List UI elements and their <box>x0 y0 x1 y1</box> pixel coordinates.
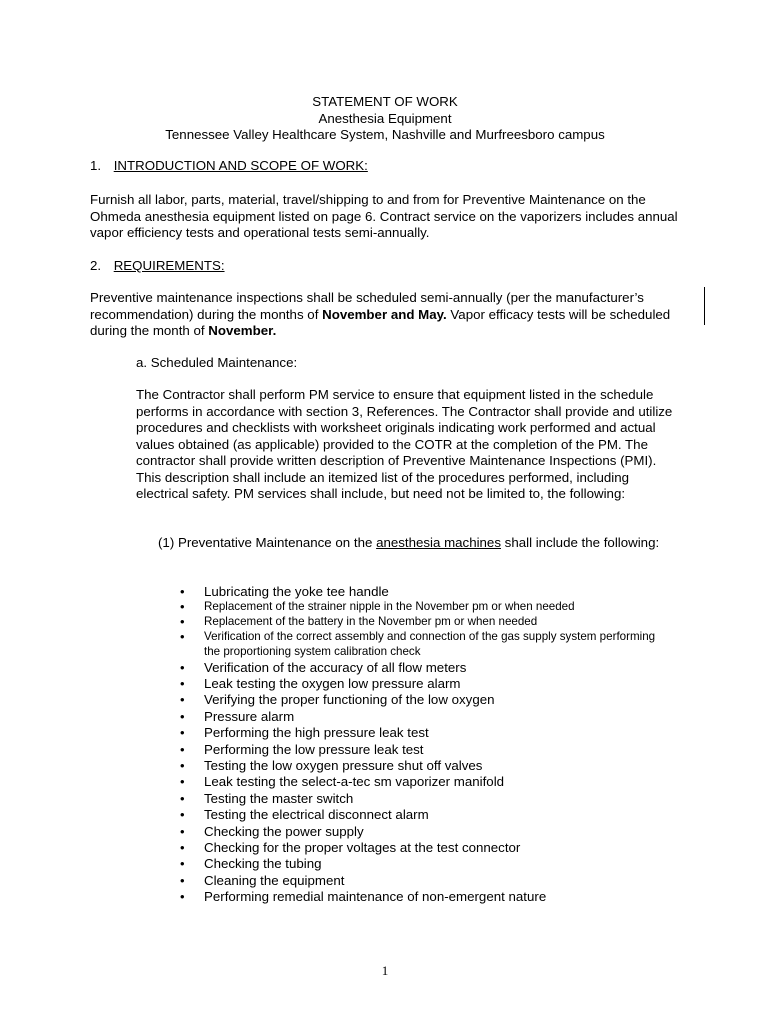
section-2-vapor-month: November. <box>208 323 277 338</box>
section-2-text-2: Vapor efficacy tests will be scheduled during the month of <box>90 306 671 338</box>
list-item: • Leak testing the select-a-tec sm vaporizer manifold <box>180 774 660 790</box>
list-item: • Testing the low oxygen pressure shut off valves <box>180 758 660 774</box>
list-item: • Checking for the proper voltages at the test connector <box>180 840 660 856</box>
document-location: Tennessee Valley Healthcare System, Nashville and Murfreesboro campus <box>165 127 605 142</box>
list-item: • Replacement of the battery in the November pm or when needed <box>180 615 660 630</box>
section-1-heading <box>90 158 368 175</box>
list-item: • Performing the low pressure leak test <box>180 742 660 758</box>
section-2-title: REQUIREMENTS: <box>113 258 225 273</box>
section-2-months: November and May. <box>322 306 447 322</box>
scheduled-maintenance-heading: a. Scheduled Maintenance: <box>136 355 298 370</box>
list-item: • Checking the tubing <box>180 856 660 872</box>
list-item: • Verification of the accuracy of all flow meters <box>180 660 660 676</box>
document-subtitle: Anesthesia Equipment <box>318 110 452 126</box>
item-1-suffix: shall include the following: <box>500 535 660 550</box>
section-1-title: INTRODUCTION AND SCOPE OF WORK: <box>113 158 368 173</box>
scheduled-maintenance-paragraph: The Contractor shall perform PM service to ensure that equipment listed in the schedule performs in accordance with section 3, References. The Contractor shall provide and utilize procedures and checklists with worksheet originals indicating work performed and actual values obtained (as applicable) provided to the COTR at the completion of the PM. The contractor shall provide written description of Preventive Maintenance Inspections (PMI). This description shall include an itemized list of the procedures performed, including electrical safety. PM services shall include, but need not be limited to, the following: <box>136 387 673 501</box>
list-item: • Pressure alarm <box>180 709 660 725</box>
section-2-heading <box>90 258 225 275</box>
list-item: • Checking the power supply <box>180 824 660 840</box>
document-title: STATEMENT OF WORK <box>312 94 458 109</box>
list-item: • Testing the master switch <box>180 791 660 807</box>
revision-change-bar <box>704 287 705 325</box>
section-2-text-1: Preventive maintenance inspections shall be scheduled semi-annually (per the manufacturer’s recommendation) during the months of <box>90 290 644 322</box>
page-number: 1 <box>381 963 389 978</box>
section-2-number: 2. <box>90 258 102 273</box>
anesthesia-machines-item <box>158 535 678 552</box>
list-item: • Replacement of the strainer nipple in the November pm or when needed <box>180 600 660 615</box>
list-item: • Cleaning the equipment <box>180 873 660 889</box>
item-1-underlined: anesthesia machines <box>376 535 501 550</box>
list-item: • Verification of the correct assembly and connection of the gas supply system performing the proportioning system calibration check <box>180 630 660 660</box>
list-item: • Lubricating the yoke tee handle <box>180 584 660 600</box>
list-item: • Leak testing the oxygen low pressure alarm <box>180 676 660 692</box>
list-item: • Testing the electrical disconnect alarm <box>180 807 660 823</box>
maintenance-bullet-list <box>180 584 660 906</box>
document-header <box>0 94 770 144</box>
list-item: • Verifying the proper functioning of the low oxygen <box>180 692 660 708</box>
section-1-number: 1. <box>90 158 102 173</box>
list-item: • Performing remedial maintenance of non-emergent nature <box>180 889 660 905</box>
item-1-prefix: (1) Preventative Maintenance on the <box>158 535 377 550</box>
list-item: • Performing the high pressure leak test <box>180 725 660 741</box>
section-1-paragraph: Furnish all labor, parts, material, travel/shipping to and from for Preventive Maintenance on the Ohmeda anesthesia equipment listed on page 6. Contract service on the vaporizers includes annual vapor efficiency tests and operational tests semi-annually. <box>90 192 678 240</box>
section-2-paragraph <box>90 290 680 340</box>
